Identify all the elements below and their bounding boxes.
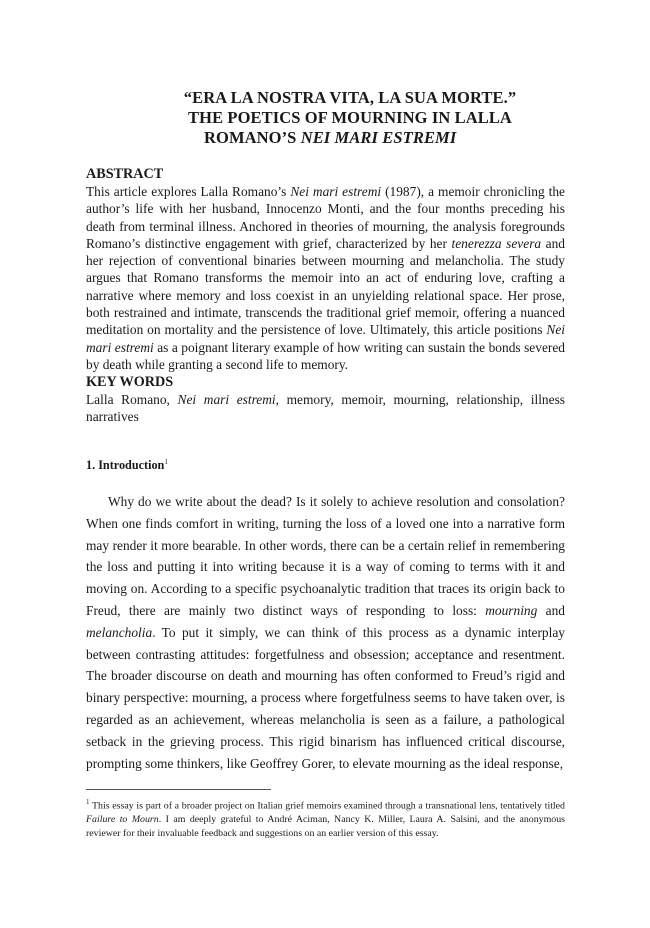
text-run: Lalla Romano, xyxy=(86,392,178,407)
abstract-text xyxy=(86,183,565,373)
italic-text: Nei mari estremi xyxy=(290,184,382,199)
text-run: as a poignant literary example of how writing can sustain the bonds severed by death while granting a second life to memory. xyxy=(86,339,565,372)
keywords-heading: KEY WORDS xyxy=(86,374,174,390)
footnote-text xyxy=(86,800,565,839)
abstract-heading: ABSTRACT xyxy=(86,166,164,182)
text-run: and xyxy=(537,602,565,618)
italic-text: Failure to Mourn xyxy=(86,814,159,826)
text-run: . I am deeply grateful to André Aciman, Nancy K. Miller, Laura A. Salsini, and the anonymous reviewer for their invaluable feedback and suggestions on an earlier version of this essay. xyxy=(86,814,565,840)
section-heading-introduction xyxy=(86,458,168,473)
text-run: (1987), a memoir chronicling the author’s life with her husband, Innocenzo Monti, and the four months preceding his death from terminal illness. Anchored in theories of mourning, the analysis foregrounds Romano’s distinctive engagement with grief, characterized by her xyxy=(86,184,565,251)
footnote-divider xyxy=(86,789,271,790)
italic-text: tenerezza severa xyxy=(451,235,542,251)
text-run: , memory, memoir, mourning, relationship, illness narratives xyxy=(86,392,565,425)
title-work-name: NEI MARI ESTREMI xyxy=(300,128,457,147)
text-run: This essay is part of a broader project on Italian grief memoirs examined through a transnational lens, tentatively titled xyxy=(89,800,565,812)
keywords-text xyxy=(86,391,565,426)
footnote-mark: 1 xyxy=(86,798,90,806)
section-heading-text: 1. Introduction xyxy=(86,458,165,473)
text-run: Why do we write about the dead? Is it solely to achieve resolution and consolation? When one finds comfort in writing, turning the loss of a loved one into a narrative form may render it more bearable. In other words, there can be a certain relief in remembering the loss and putting it into writing because it is a way of coming to terms with it and moving on. According to a specific psychoanalytic tradition that traces its origin back to Freud, there are mainly two distinct ways of responding to loss: xyxy=(86,494,565,618)
footnote xyxy=(86,796,565,841)
title-line-3 xyxy=(140,128,560,148)
italic-text: mourning xyxy=(485,602,538,618)
article-title xyxy=(140,88,560,148)
italic-text: Nei mari estremi xyxy=(86,322,565,355)
title-line-2: THE POETICS OF MOURNING IN LALLA xyxy=(188,108,512,127)
footnote-reference[interactable]: 1 xyxy=(164,458,168,466)
italic-text: Nei mari estremi xyxy=(177,392,276,407)
text-run: This article explores Lalla Romano’s xyxy=(86,184,291,199)
title-line-1: “ERA LA NOSTRA VITA, LA SUA MORTE.” xyxy=(183,88,517,107)
italic-text: melancholia xyxy=(86,624,153,640)
text-run: . To put it simply, we can think of this process as a dynamic interplay between contrasting attitudes: forgetfulness and obsession; acceptance and resentment. The broader discourse on death and mourning has often conformed to Freud’s rigid and binary perspective: mourning, a process where forgetfulness seems to have taken over, is regarded as an achievement, whereas melancholia is seen as a failure, a pathological setback in the grieving process. This rigid binarism has influenced critical discourse, prompting some thinkers, like Geoffrey Gorer, to elevate mourning as the ideal response, xyxy=(86,624,565,771)
text-run: and her rejection of conventional binaries between mourning and melancholia. The study argues that Romano transforms the memoir into an act of enduring love, crafting a narrative where memory and loss coexist in an unyielding relational space. Her prose, both restrained and intimate, transcends the traditional grief memoir, offering a nuanced meditation on mortality and the persistence of love. Ultimately, this article positions xyxy=(86,235,566,338)
introduction-paragraph xyxy=(86,491,565,774)
title-line-3-text: ROMANO’S xyxy=(204,128,301,147)
